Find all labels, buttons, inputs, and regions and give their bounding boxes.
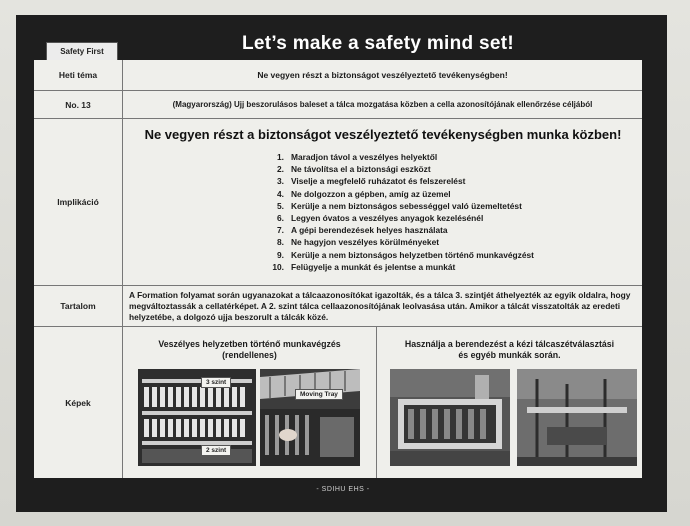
implication-item-number: 7.: [277, 225, 284, 236]
implication-item-text: Ne hagyjon veszélyes körülményeket: [291, 237, 440, 248]
abnormal-caption: Veszélyes helyzetben történő munkavégzés (rendellenes): [158, 339, 341, 360]
content-label: Tartalom: [34, 286, 123, 326]
implication-item-number: 6.: [277, 212, 284, 223]
implication-item-number: 5.: [277, 200, 284, 211]
implication-item: [264, 200, 534, 212]
correct-photo-machine: [390, 369, 510, 466]
number-value: (Magyarország) Ujj beszorulásos baleset a tálca mozgatása közben a cella azonosítójának ellenőrzése céljából: [172, 100, 593, 109]
implication-item: [264, 151, 534, 163]
implication-item: [264, 224, 534, 236]
row-images: [34, 327, 642, 478]
poster-title: Let’s make a safety mind set!: [242, 33, 514, 54]
row-number: [34, 91, 642, 119]
implication-heading: Ne vegyen részt a biztonságot veszélyeztető tevékenységben munka közben!: [144, 127, 622, 142]
implication-item: [264, 249, 534, 261]
level2-label: 2 szint: [201, 445, 231, 456]
info-table: [34, 60, 642, 478]
implication-item-text: Viselje a megfelelő ruházatot és felszerelést: [291, 176, 466, 187]
correct-caption: Használja a berendezést a kézi tálcaszétválasztási és egyéb munkák során.: [404, 339, 615, 360]
implication-item: [264, 212, 534, 224]
row-weekly-topic: [34, 60, 642, 91]
safety-first-tag: Safety First: [46, 42, 118, 61]
implication-item-number: 1.: [277, 152, 284, 162]
number-label: No. 13: [34, 91, 123, 118]
implication-item-number: 9.: [277, 249, 284, 260]
implication-item: [264, 188, 534, 200]
images-label: Képek: [34, 327, 123, 478]
implication-item-number: 3.: [277, 176, 284, 187]
content-text: A Formation folyamat során ugyanazokat a tálcaazonosítókat igazolták, és a tálca 3. szintjét áthelyezték az egyik oldalra, hogy megváltoztassák a cellatérképet. A 2. szint tálca cellaazonosítójának leolvasása után. Amikor a tálcát visszatolták az eredeti helyzetébe, a dolgozó ujja beszorult a tálcák közé.: [129, 290, 631, 322]
implication-item-text: Ne távolítsa el a biztonsági eszközt: [291, 164, 431, 175]
implication-item-number: 10.: [272, 261, 284, 272]
implication-item: [264, 175, 534, 187]
footer-text: - SDIHU EHS -: [316, 486, 370, 493]
row-content: [34, 286, 642, 327]
implication-item-number: 4.: [277, 188, 284, 199]
correct-photo-station: [517, 369, 637, 466]
abnormal-photo-rack: [138, 369, 256, 466]
implication-item: [264, 261, 534, 273]
implication-label: Implikáció: [34, 119, 123, 285]
correct-panel: [377, 327, 642, 478]
implication-item-number: 8.: [277, 237, 284, 248]
abnormal-panel: [123, 327, 377, 478]
implication-item: [264, 236, 534, 248]
implication-list: [264, 151, 534, 273]
weekly-topic-value: Ne vegyen részt a biztonságot veszélyeztető tevékenységben!: [257, 70, 508, 80]
implication-item-text: Kerülje a nem biztonságos helyzetben történő munkavégzést: [291, 249, 534, 260]
implication-item-text: Felügyelje a munkát és jelentse a munkát: [291, 261, 456, 272]
level3-label: 3 szint: [201, 377, 231, 388]
moving-tray-label: Moving Tray: [295, 389, 343, 400]
row-implication: [34, 119, 642, 286]
implication-item-text: A gépi berendezések helyes használata: [291, 225, 448, 236]
implication-item-text: Maradjon távol a veszélyes helyektől: [291, 152, 438, 162]
weekly-topic-label: Heti téma: [34, 60, 123, 90]
abnormal-photo-tray: [260, 369, 360, 466]
implication-item-text: Kerülje a nem biztonságos sebességgel való üzemeltetést: [291, 200, 522, 211]
implication-item: [264, 163, 534, 175]
implication-item-text: Ne dolgozzon a gépben, amíg az üzemel: [291, 188, 451, 199]
implication-item-number: 2.: [277, 164, 284, 175]
implication-item-text: Legyen óvatos a veszélyes anyagok kezelésénél: [291, 212, 484, 223]
